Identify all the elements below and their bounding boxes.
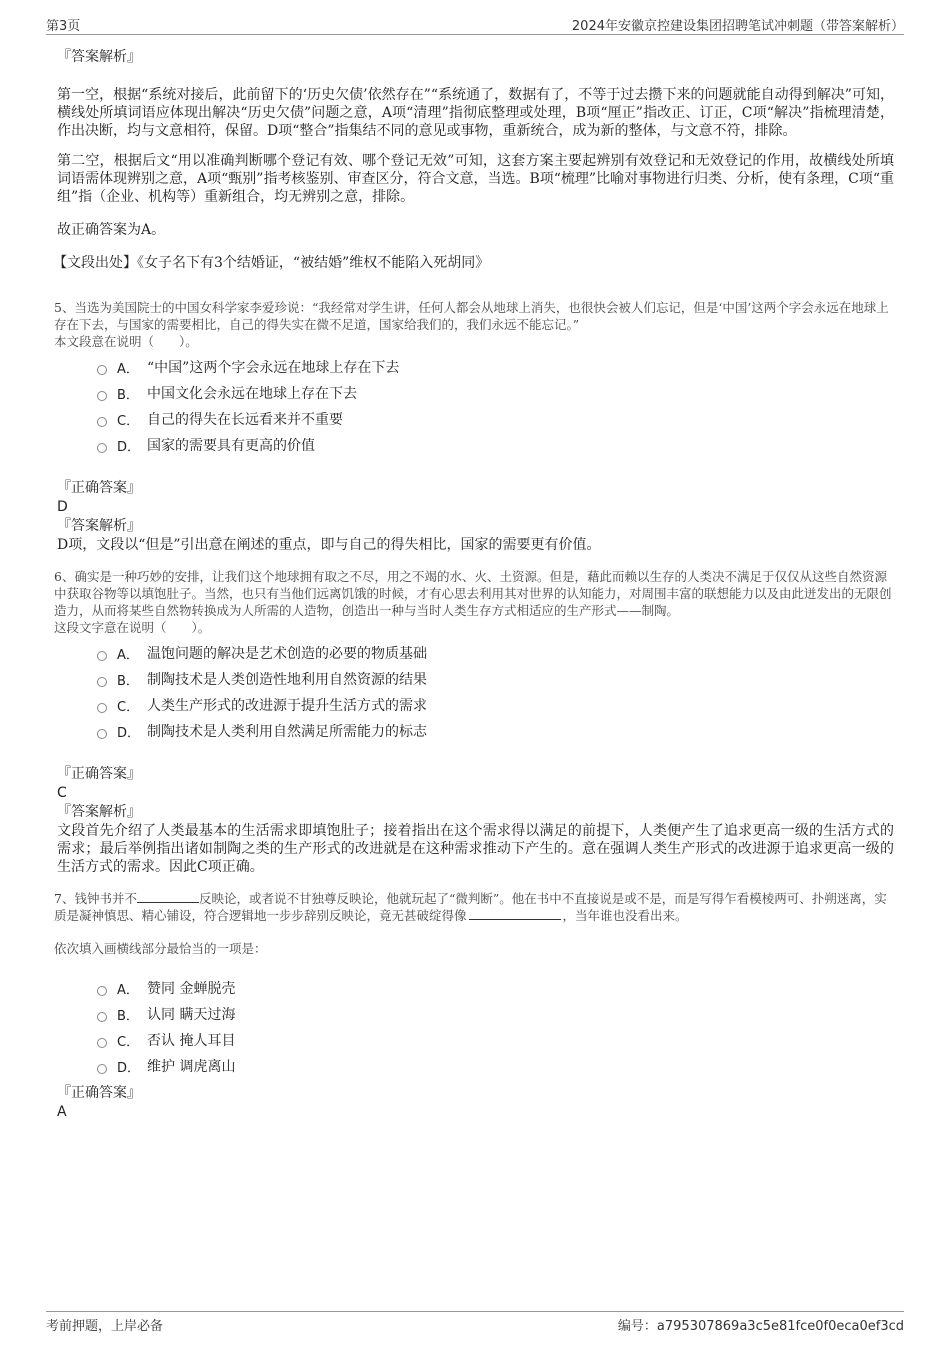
question-prompt: 本文段意在说明（ ）。	[54, 334, 198, 349]
analysis-label: 『答案解析』	[57, 49, 141, 65]
question-prompt: 依次填入画横线部分最恰当的一项是：	[54, 941, 267, 956]
option-d[interactable]: D． 国家的需要具有更高的价值	[97, 432, 894, 458]
option-d[interactable]: D． 制陶技术是人类利用自然满足所需能力的标志	[97, 718, 894, 744]
radio-icon[interactable]	[97, 1064, 107, 1074]
radio-icon[interactable]	[97, 443, 107, 453]
option-c[interactable]: C． 人类生产形式的改进源于提升生活方式的需求	[97, 692, 894, 718]
option-list	[97, 975, 894, 1079]
radio-icon[interactable]	[97, 365, 107, 375]
answer-label: 『正确答案』	[57, 480, 141, 496]
radio-icon[interactable]	[97, 417, 107, 427]
radio-icon[interactable]	[97, 1012, 107, 1022]
analysis-paragraph: 第二空，根据后文“用以准确判断哪个登记有效、哪个登记无效”可知，这套方案主要起辨别有效登记和无效登记的作用，故横线处所填词语需体现辨别之意，A项“甄别”指考核鉴别、审查区分，符合文意，当选。B项“梳理”比喻对事物进行归类、分析，使有条理，C项“重组”指（企业、机构等）重新组合，均无辨别之意，排除。	[57, 153, 894, 205]
radio-icon[interactable]	[97, 703, 107, 713]
correct-answer: C	[57, 785, 67, 801]
page-footer	[46, 1311, 904, 1336]
option-a[interactable]: A． “中国”这两个字会永远在地球上存在下去	[97, 354, 894, 380]
option-a[interactable]: A． 温饱问题的解决是艺术创造的必要的物质基础	[97, 640, 894, 666]
option-b[interactable]: B． 制陶技术是人类创造性地利用自然资源的结果	[97, 666, 894, 692]
document-id: 编号：a795307869a3c5e81fce0f0eca0ef3cd	[617, 1319, 904, 1334]
correct-answer: A	[57, 1104, 67, 1120]
radio-icon[interactable]	[97, 1038, 107, 1048]
radio-icon[interactable]	[97, 651, 107, 661]
analysis-paragraph: 第一空，根据“系统对接后，此前留下的‘历史欠债’依然存在”“系统通了，数据有了，不等于过去攒下来的问题就能自动得到解决”可知，横线处所填词语应体现出解决“历史欠债”问题之意，A项“清理”指彻底整理或处理，B项“厘正”指改正、订正，C项“解决”指梳理清楚，作出决断，均与文意相符，保留。D项“整合”指集结不同的意见或事物，重新统合，成为新的整体，与文意不符，排除。	[57, 87, 894, 139]
radio-icon[interactable]	[97, 677, 107, 687]
question-stem: 5、当选为美国院士的中国女科学家李爱珍说：“我经常对学生讲，任何人都会从地球上消失，也很快会被人们忘记，但是‘中国’这两个字会永远在地球上存在下去，与国家的需要相比，自己的得失实在微不足道，国家给我们的，我们永远不能忘记。”	[54, 300, 889, 332]
option-list	[97, 354, 894, 458]
analysis-label: 『答案解析』	[57, 804, 141, 820]
document-title: 2024年安徽京控建设集团招聘笔试冲刺题（带答案解析）	[571, 19, 904, 34]
option-list	[97, 640, 894, 744]
page-number: 第3页	[46, 19, 81, 34]
radio-icon[interactable]	[97, 391, 107, 401]
radio-icon[interactable]	[97, 986, 107, 996]
question-stem: 6、确实是一种巧妙的安排，让我们这个地球拥有取之不尽，用之不竭的水、火、土资源。但是，藉此而赖以生存的人类决不满足于仅仅从这些自然资源中获取谷物等以填饱肚子。当然，也只有当他们远离饥饿的时候，才有心思去利用其对世界的认知能力，对周围丰富的联想能力以及由此迸发出的无限创造力，从而将某些自然物转换成为人所需的人造物，创造出一种与当时人类生存方式相适应的生产形式——制陶。	[54, 569, 892, 618]
option-d[interactable]: D． 维护 调虎离山	[97, 1053, 894, 1079]
option-a[interactable]: A． 赞同 金蝉脱壳	[97, 975, 894, 1001]
answer-label: 『正确答案』	[57, 1085, 141, 1101]
option-b[interactable]: B． 认同 瞒天过海	[97, 1001, 894, 1027]
footer-slogan: 考前押题，上岸必备	[46, 1319, 164, 1334]
option-c[interactable]: C． 自己的得失在长远看来并不重要	[97, 406, 894, 432]
radio-icon[interactable]	[97, 729, 107, 739]
analysis-label: 『答案解析』	[57, 518, 141, 534]
analysis-text: D项，文段以“但是”引出意在阐述的重点，即与自己的得失相比，国家的需要更有价值。	[57, 537, 601, 553]
conclusion-text: 故正确答案为A。	[57, 222, 166, 238]
question-stem: 7、钱钟书并不 反映论，或者说不甘独尊反映论，他就玩起了“微判断”。他在书中不直接说是或不是，而是写得乍看模棱两可、扑朔迷离，实质是凝神慎思、精心铺设，符合逻辑地一步步辞别反映论，竟无甚破绽得像 ，当年谁也没看出来。	[54, 891, 887, 923]
option-b[interactable]: B． 中国文化会永远在地球上存在下去	[97, 380, 894, 406]
fill-blank-1	[137, 890, 199, 903]
analysis-text: 文段首先介绍了人类最基本的生活需求即填饱肚子；接着指出在这个需求得以满足的前提下，人类便产生了追求更高一级的生活方式的需求；最后举例指出诸如制陶之类的生产形式的改进就是在这种需求推动下产生的。意在强调人类生产形式的改进源于追求更高一级的生活方式的需求。因此C项正确。	[57, 823, 894, 875]
answer-label: 『正确答案』	[57, 766, 141, 782]
option-c[interactable]: C． 否认 掩人耳目	[97, 1027, 894, 1053]
source-text: 【文段出处】《女子名下有3个结婚证，“被结婚”维权不能陷入死胡同》	[53, 255, 490, 271]
question-prompt: 这段文字意在说明（ ）。	[54, 620, 211, 635]
page-header	[46, 14, 904, 35]
correct-answer: D	[57, 499, 68, 515]
fill-blank-2	[469, 907, 561, 920]
page-content	[53, 40, 894, 1121]
